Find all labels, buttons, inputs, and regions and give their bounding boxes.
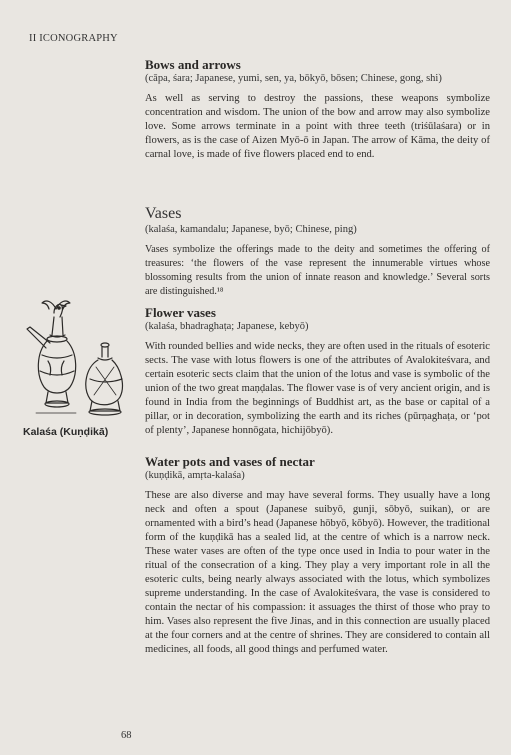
page-number: 68	[121, 730, 132, 741]
section-heading: Bows and arrows	[145, 57, 241, 72]
vase-illustration	[16, 295, 128, 430]
section-terms: (kuṇḍikā, amṛta-kalaśa)	[145, 470, 245, 481]
section-heading: Vases	[145, 205, 182, 222]
running-head: II ICONOGRAPHY	[29, 33, 118, 44]
section-terms: (kalaśa, bhadraghaṭa; Japanese, kebyō)	[145, 321, 309, 332]
section-terms: (kalaśa, kamandalu; Japanese, byō; Chinese, ping)	[145, 224, 357, 235]
section-water-pots	[145, 454, 490, 657]
section-flower-vases	[145, 305, 490, 438]
section-body: As well as serving to destroy the passions, these weapons symbolize concentration and wisdom. The union of the bow and arrow may also symbolize love. Some arrows terminate in a point with three teeth (triśūlaśara) or in flowers, as is the case of Aizen Myō-ō in Japan. The arrow of Kāma, the deity of carnal love, is made of five flowers placed end to end.	[145, 93, 490, 160]
section-body: These are also diverse and may have several forms. They usually have a long neck and often a spout (Japanese suibyō, gunji, sōbyō, suikan), or are ornamented with a bird’s head (Japanese hōbyō, kōbyō). However, the traditional form of the kuṇḍikā has a sealed lid, at the centre of which is a narrow neck. These water vases are often of the type once used in India to pour water in the ritual of the consecration of a king. They play a very important role in all the esoteric cults, being nearly always associated with the lotus, which symbolizes supreme understanding. In the case of Avalokiteśvara, the vase is considered to contain the nectar of his compassion: it assuages the thirst of those who pray to him. Vases also represent the five Jinas, and in this connection are usually placed at the four corners and at the centre of shrines. They are considered to contain all medicines, all foods, all good things and perfumed water.	[145, 490, 490, 655]
section-body: With rounded bellies and wide necks, they are often used in the rituals of esoteric sects. The vase with lotus flowers is one of the attributes of Avalokiteśvara, and certain esoteric sects claim that the union of the lotus and vase is symbolic of the union of the two great maṇḍalas. The flower vase is of very ancient origin, and is found in India from the beginnings of Buddhist art, as the base or capital of a pillar, or in decoration, symbolizing the earth and its riches (pūrṇaghaṭa, or ‘pot of plenty’, Japanese honnōgata, hichijōbyō).	[145, 341, 490, 436]
section-vases	[145, 205, 490, 299]
figure-caption: Kalaśa (Kuṇḍikā)	[23, 426, 109, 438]
section-heading: Flower vases	[145, 305, 216, 320]
section-terms: (cāpa, śara; Japanese, yumi, sen, ya, bōkyō, bōsen; Chinese, gong, shi)	[145, 73, 442, 84]
section-body: Vases symbolize the offerings made to the deity and sometimes the offering of treasures: ‘the flowers of the vase represent the innumerable virtues whose blossoming results from the union of innate reason and knowledge.’ Several sorts are distinguished.¹⁸	[145, 244, 490, 297]
section-heading: Water pots and vases of nectar	[145, 454, 315, 469]
section-bows-and-arrows	[145, 57, 490, 162]
